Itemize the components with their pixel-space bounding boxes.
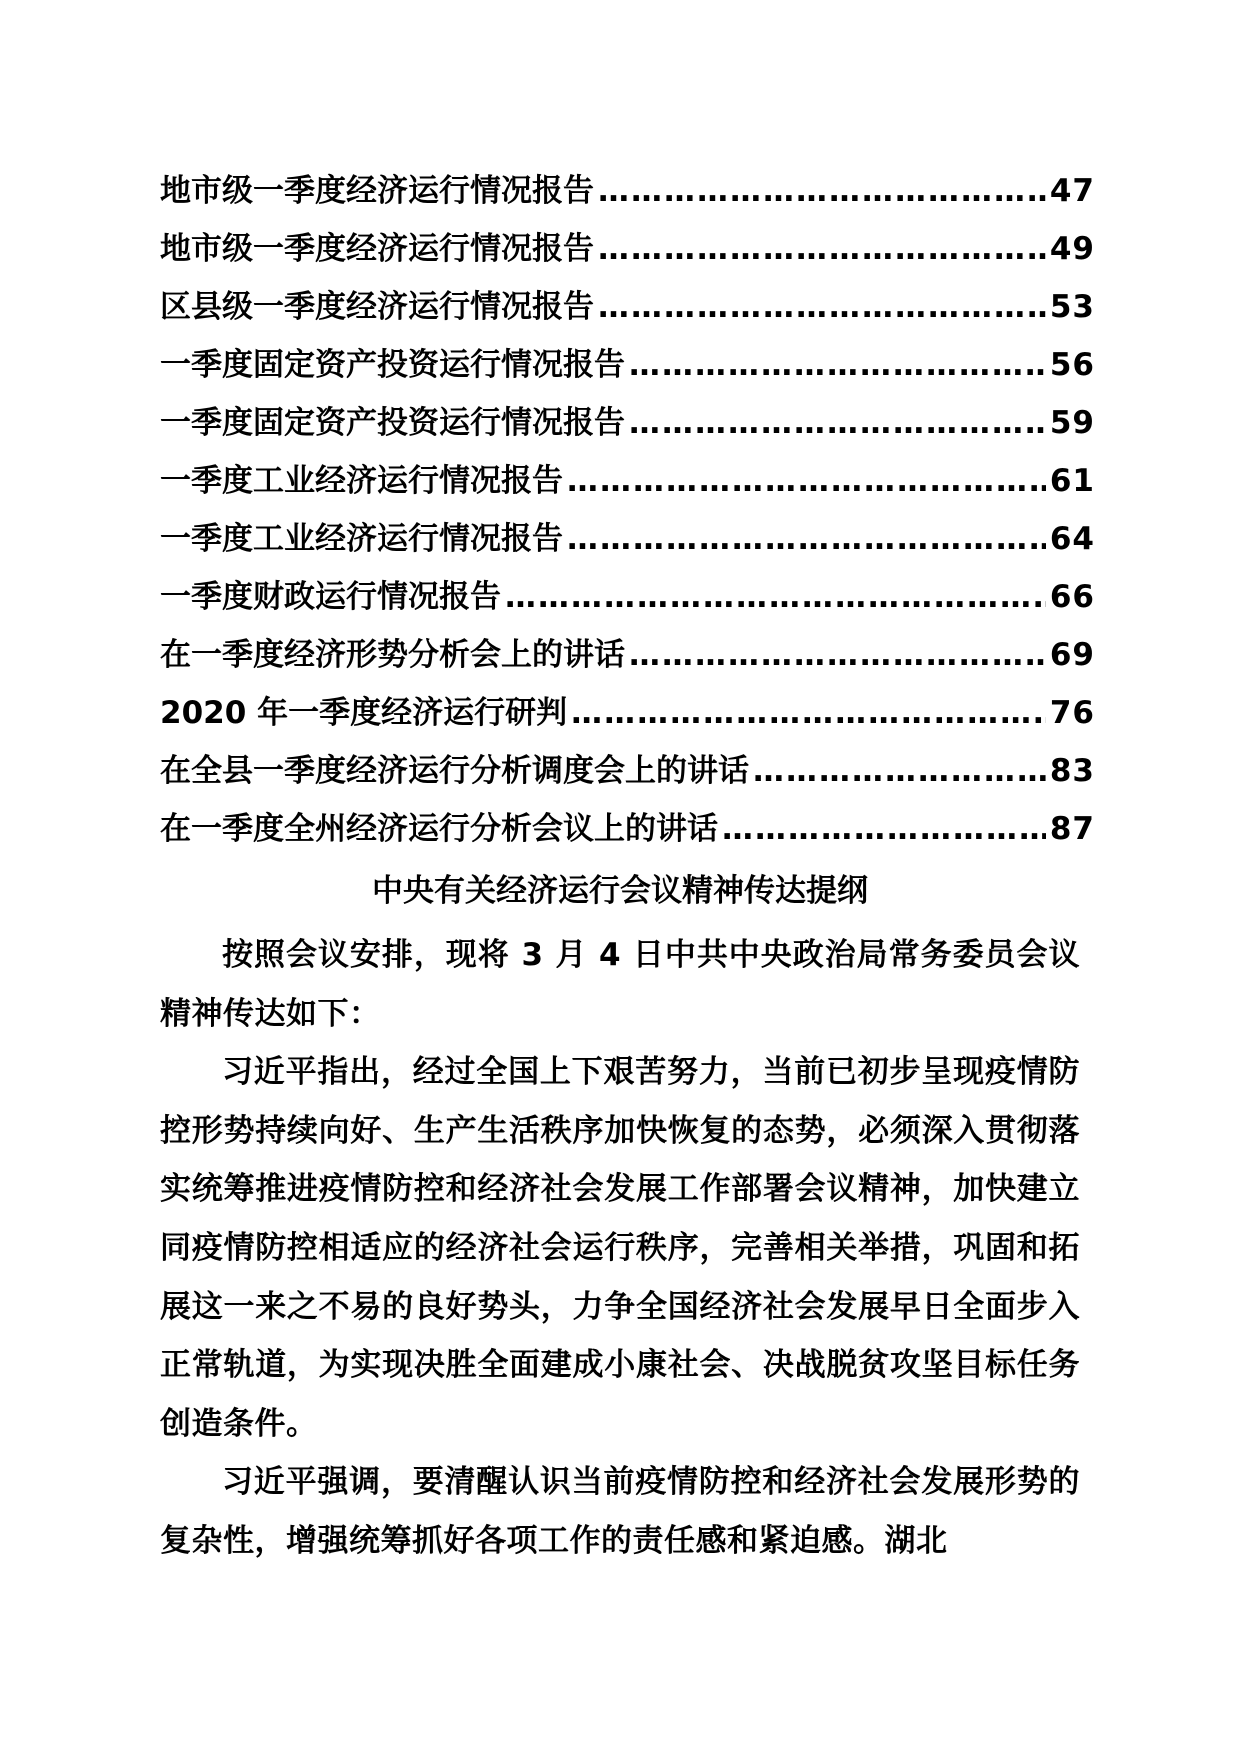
toc-entry[interactable]	[160, 568, 1095, 626]
toc-entry-page: 56	[1049, 347, 1095, 383]
toc-entry-page: 66	[1049, 579, 1095, 615]
toc-entry-page: 83	[1049, 753, 1095, 789]
toc-dot-leader	[567, 510, 1046, 568]
body-paragraph: 习近平指出，经过全国上下艰苦努力，当前已初步呈现疫情防控形势持续向好、生产生活秩序加快恢复的态势，必须深入贯彻落实统筹推进疫情防控和经济社会发展工作部署会议精神，加快建立同疫情防控相适应的经济社会运行秩序，完善相关举措，巩固和拓展这一来之不易的良好势头，力争全国经济社会发展早日全面步入正常轨道，为实现决胜全面建成小康社会、决战脱贫攻坚目标任务创造条件。	[160, 1054, 1080, 1442]
toc-entry[interactable]	[160, 452, 1095, 510]
toc-entry-title: 在一季度经济形势分析会上的讲话	[160, 637, 625, 673]
toc-entry[interactable]	[160, 336, 1095, 394]
toc-entry-page: 87	[1049, 811, 1095, 847]
toc-entry-page: 59	[1049, 405, 1095, 441]
toc-entry-page: 47	[1049, 173, 1095, 209]
toc-dot-leader	[571, 684, 1046, 742]
toc-entry-title: 一季度工业经济运行情况报告	[160, 463, 563, 499]
toc-entry[interactable]	[160, 742, 1095, 800]
toc-entry[interactable]	[160, 220, 1095, 278]
toc-dot-leader	[505, 568, 1046, 626]
toc-entry-title: 地市级一季度经济运行情况报告	[160, 231, 594, 267]
section-heading: 中央有关经济运行会议精神传达提纲	[372, 873, 868, 909]
toc-entry-page: 69	[1049, 637, 1095, 673]
toc-entry-page: 49	[1049, 231, 1095, 267]
toc-entry-title: 一季度工业经济运行情况报告	[160, 521, 563, 557]
toc-dot-leader	[629, 394, 1046, 452]
toc-dot-leader	[598, 162, 1046, 220]
body-paragraph: 习近平强调，要清醒认识当前疫情防控和经济社会发展形势的复杂性，增强统筹抓好各项工作的责任感和紧迫感。湖北	[160, 1464, 1080, 1559]
toc-dot-leader	[629, 336, 1046, 394]
toc-dot-leader	[722, 800, 1046, 858]
toc-entry-page: 53	[1049, 289, 1095, 325]
toc-entry[interactable]	[160, 394, 1095, 452]
toc-entry[interactable]	[160, 278, 1095, 336]
toc-entry[interactable]	[160, 162, 1095, 220]
toc-entry[interactable]	[160, 510, 1095, 568]
toc-entry-title: 在全县一季度经济运行分析调度会上的讲话	[160, 753, 749, 789]
body-paragraph: 按照会议安排，现将 3 月 4 日中共中央政治局常务委员会议精神传达如下：	[160, 937, 1080, 1032]
toc-entry-title: 区县级一季度经济运行情况报告	[160, 289, 594, 325]
toc-entry[interactable]	[160, 626, 1095, 684]
toc-entry-title: 在一季度全州经济运行分析会议上的讲话	[160, 811, 718, 847]
toc-entry[interactable]	[160, 684, 1095, 742]
toc-entry-title: 一季度固定资产投资运行情况报告	[160, 347, 625, 383]
toc-dot-leader	[598, 220, 1046, 278]
toc-dot-leader	[567, 452, 1046, 510]
toc-entry-page: 64	[1049, 521, 1095, 557]
toc-entry-title: 一季度财政运行情况报告	[160, 579, 501, 615]
toc-entry-title: 一季度固定资产投资运行情况报告	[160, 405, 625, 441]
toc-dot-leader	[629, 626, 1046, 684]
toc-dot-leader	[598, 278, 1046, 336]
toc-entry[interactable]	[160, 800, 1095, 858]
toc-entry-page: 76	[1049, 695, 1095, 731]
table-of-contents	[160, 162, 1095, 858]
toc-entry-title: 地市级一季度经济运行情况报告	[160, 173, 594, 209]
toc-dot-leader	[753, 742, 1046, 800]
document-body	[160, 926, 1080, 1571]
toc-entry-title: 2020 年一季度经济运行研判	[160, 695, 568, 731]
toc-entry-page: 61	[1049, 463, 1095, 499]
